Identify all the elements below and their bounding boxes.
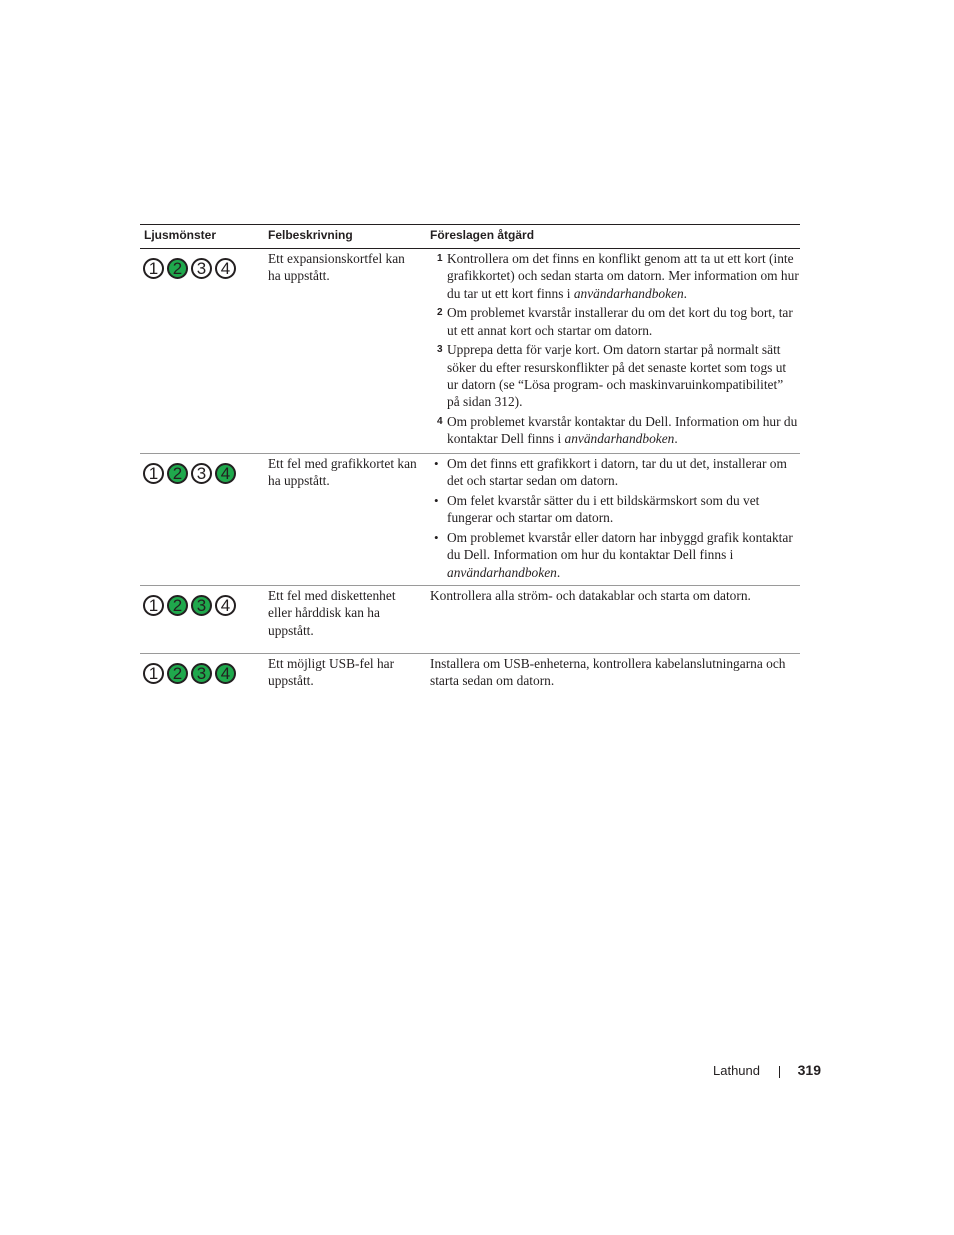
led-indicator-4: 4 (215, 595, 236, 616)
table-row (140, 249, 800, 454)
led-indicator-4: 4 (215, 258, 236, 279)
step-text: Upprepa detta för varje kort. Om datorn startar på normalt sätt söker du efter resurskonflikter på det senaste kortet som togs ut ur datorn (se “Lösa program- och maskinvaruinkompatibilitet” på sidan 312). (447, 342, 787, 410)
led-indicator-2: 2 (167, 463, 188, 484)
bullet-text: Om problemet kvarstår eller datorn har inbyggd grafik kontaktar du Dell. Information om hur du kontaktar Dell finns i (447, 530, 793, 563)
led-pattern (143, 463, 236, 484)
error-description: Ett expansionskortfel kan ha uppstått. (268, 251, 405, 284)
suggested-action (430, 586, 800, 604)
step-number: 4 (437, 416, 443, 428)
step-number: 3 (437, 344, 443, 356)
footer-section: Lathund (713, 1063, 760, 1078)
bullet-icon: • (434, 493, 439, 509)
error-description: Ett fel med diskettenhet eller hårddisk kan ha uppstått. (268, 588, 396, 638)
led-indicator-2: 2 (167, 258, 188, 279)
manual-reference: användarhandboken (564, 431, 675, 447)
bullet-text: Om det finns ett grafikkort i datorn, tar du ut det, installerar om det och startar sedan om datorn. (447, 456, 787, 489)
error-description: Ett fel med grafikkortet kan ha uppstått. (268, 456, 417, 489)
page-number: 319 (797, 1062, 821, 1078)
step-text: Kontrollera om det finns en konflikt genom att ta ut ett kort (inte grafikkortet) och sedan starta om datorn. Mer information om hur du tar ut ett kort finns i (447, 251, 799, 301)
led-indicator-2: 2 (167, 595, 188, 616)
led-indicator-3: 3 (191, 663, 212, 684)
led-indicator-2: 2 (167, 663, 188, 684)
action-text: Installera om USB-enheterna, kontrollera kabelanslutningarna och starta sedan om datorn. (430, 656, 786, 689)
led-indicator-3: 3 (191, 258, 212, 279)
bullet-icon: • (434, 456, 439, 471)
action-bullet (430, 529, 799, 581)
step-number: 1 (437, 253, 443, 264)
action-bullet (430, 492, 799, 527)
manual-reference: användarhandboken (573, 285, 684, 301)
table-row (140, 454, 800, 586)
error-description: Ett möjligt USB-fel har uppstått. (268, 656, 395, 689)
beep-code-table (140, 224, 800, 704)
footer-divider (779, 1066, 780, 1078)
action-text: Kontrollera alla ström- och datakablar och starta om datorn. (430, 588, 751, 603)
bullet-icon: • (434, 530, 439, 546)
bullet-text: Om felet kvarstår sätter du i ett bildskärmskort som du vet fungerar och startar om datorn. (447, 493, 760, 526)
step-text: Om problemet kvarstår kontaktar du Dell. Information om hur du kontaktar Dell finns i (447, 414, 798, 447)
led-indicator-4: 4 (215, 463, 236, 484)
suggested-action (430, 454, 800, 581)
header-description: Felbeskrivning (268, 228, 353, 242)
bullet-text-end: . (556, 564, 561, 580)
table-row (140, 586, 800, 654)
action-step (430, 413, 799, 448)
table-header (140, 224, 800, 249)
led-indicator-4: 4 (215, 663, 236, 684)
step-text-end: . (674, 431, 678, 447)
step-number: 2 (437, 307, 443, 319)
led-indicator-1: 1 (143, 258, 164, 279)
led-indicator-3: 3 (191, 463, 212, 484)
manual-reference: användarhandboken (447, 564, 557, 580)
suggested-action (430, 249, 800, 448)
led-pattern (143, 258, 236, 279)
header-pattern: Ljusmönster (144, 228, 217, 242)
page-footer (600, 1062, 821, 1079)
suggested-action (430, 654, 800, 690)
led-indicator-1: 1 (143, 663, 164, 684)
table-row (140, 654, 800, 704)
step-text: Om problemet kvarstår installerar du om det kort du tog bort, tar ut ett annat kort och startar om datorn. (447, 305, 793, 338)
action-step (430, 341, 799, 410)
led-indicator-3: 3 (191, 595, 212, 616)
led-indicator-1: 1 (143, 463, 164, 484)
led-pattern (143, 595, 236, 616)
header-action: Föreslagen åtgärd (430, 228, 535, 242)
action-bullet (430, 455, 799, 490)
step-text-end: . (683, 285, 688, 301)
action-step (430, 250, 799, 302)
led-indicator-1: 1 (143, 595, 164, 616)
led-pattern (143, 663, 236, 684)
action-step (430, 304, 799, 339)
